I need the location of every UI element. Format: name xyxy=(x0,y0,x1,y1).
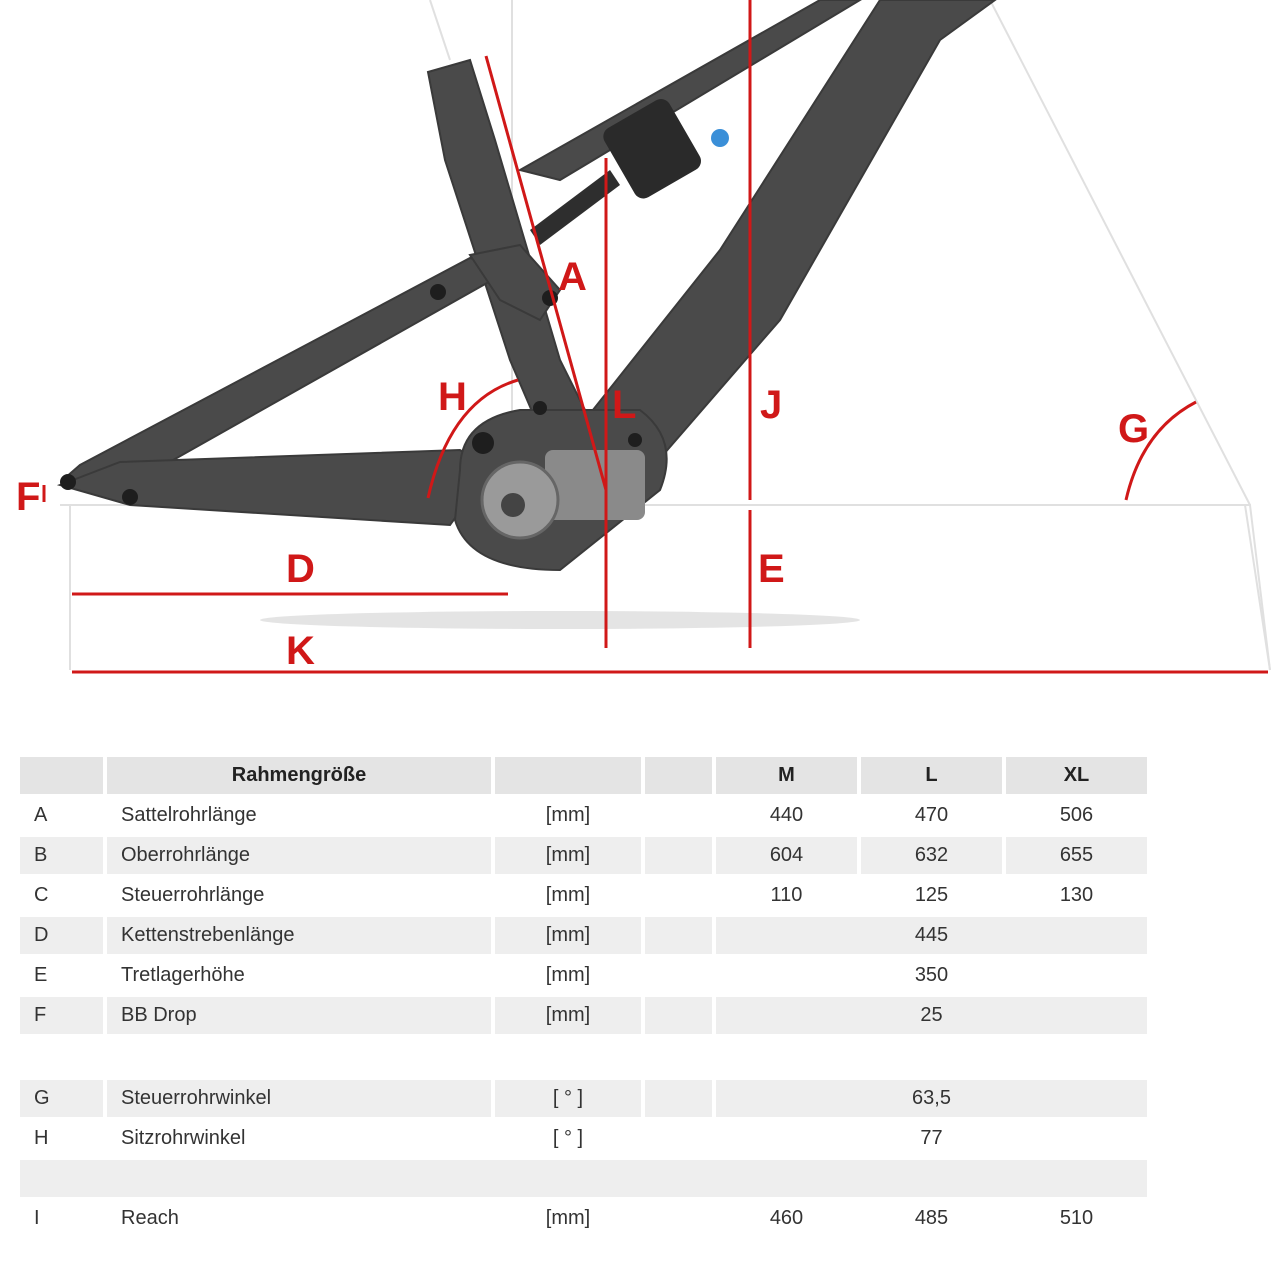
row-blank xyxy=(645,837,712,874)
row-value-all: 445 xyxy=(716,917,1147,954)
row-name: Sitzrohrwinkel xyxy=(121,1127,246,1149)
dim-label-f: F xyxy=(16,475,41,519)
row-blank xyxy=(645,997,712,1034)
row-name: Steuerrohrwinkel xyxy=(107,1080,491,1117)
table-header-row xyxy=(20,757,1147,794)
ground-shadow xyxy=(260,611,860,629)
table-row xyxy=(20,837,1147,874)
table-row xyxy=(20,1200,1147,1237)
row-unit: [mm] xyxy=(495,997,641,1034)
table-row xyxy=(20,917,1147,954)
table-row xyxy=(20,957,1147,994)
dim-label-e: E xyxy=(758,547,785,591)
table-row xyxy=(20,1080,1147,1117)
row-unit: [mm] xyxy=(495,837,641,874)
row-value-all: 350 xyxy=(914,964,949,986)
row-letter: H xyxy=(34,1127,49,1149)
row-value-l: 125 xyxy=(914,884,949,906)
row-unit: [mm] xyxy=(545,884,591,906)
table-row xyxy=(20,997,1147,1034)
shock-knob-icon xyxy=(711,129,729,147)
row-blank xyxy=(645,917,712,954)
row-value-all: 63,5 xyxy=(716,1080,1147,1117)
row-letter: F xyxy=(20,997,103,1034)
row-letter: A xyxy=(34,804,48,826)
row-value-m: 110 xyxy=(770,884,803,906)
dim-label-l: L xyxy=(612,383,637,427)
row-letter: C xyxy=(34,884,49,906)
row-unit: [mm] xyxy=(545,804,591,826)
row-name: Kettenstrebenlänge xyxy=(107,917,491,954)
dim-label-d: D xyxy=(286,547,315,591)
row-value-l: 470 xyxy=(914,804,949,826)
header-size-l: L xyxy=(861,757,1002,794)
row-letter: I xyxy=(34,1207,40,1229)
row-blank xyxy=(645,957,712,994)
dim-label-h: H xyxy=(438,375,467,419)
dim-label-j: J xyxy=(760,383,783,427)
row-name: Sattelrohrlänge xyxy=(121,804,257,826)
header-frame-size: Rahmengröße xyxy=(107,757,491,794)
table-row xyxy=(20,877,1147,914)
header-blank xyxy=(645,757,712,794)
header-letter xyxy=(20,757,103,794)
row-unit: [ ° ] xyxy=(495,1080,641,1117)
header-unit xyxy=(495,757,641,794)
row-value-m: 440 xyxy=(769,804,804,826)
dim-label-a: A xyxy=(558,255,587,299)
row-unit: [ ° ] xyxy=(552,1127,584,1149)
row-name: Oberrohrlänge xyxy=(107,837,491,874)
row-name: BB Drop xyxy=(107,997,491,1034)
row-unit: [mm] xyxy=(545,964,591,986)
dim-label-k: K xyxy=(286,629,315,673)
row-value-l: 632 xyxy=(861,837,1002,874)
row-blank xyxy=(645,1080,712,1117)
header-size-m: M xyxy=(716,757,857,794)
row-value-m: 460 xyxy=(769,1207,804,1229)
row-value-xl: 655 xyxy=(1006,837,1147,874)
table-row xyxy=(20,1120,1147,1157)
row-blank xyxy=(645,877,712,914)
header-size-xl: XL xyxy=(1006,757,1147,794)
row-value-xl: 510 xyxy=(1059,1207,1094,1229)
dim-label-g: G xyxy=(1118,407,1150,451)
row-letter: D xyxy=(20,917,103,954)
table-row xyxy=(20,797,1147,834)
row-value-all: 77 xyxy=(920,1127,943,1149)
geometry-table xyxy=(16,754,1151,1240)
row-name: Reach xyxy=(121,1207,179,1229)
row-value-all: 25 xyxy=(716,997,1147,1034)
row-blank xyxy=(645,797,712,834)
row-letter: G xyxy=(20,1080,103,1117)
row-blank xyxy=(645,1120,712,1157)
row-name: Tretlagerhöhe xyxy=(121,964,245,986)
row-name: Steuerrohrlänge xyxy=(121,884,265,906)
row-blank xyxy=(645,1200,712,1237)
table-spacer-row xyxy=(20,1160,1147,1197)
row-letter: B xyxy=(20,837,103,874)
row-value-m: 604 xyxy=(716,837,857,874)
row-unit: [mm] xyxy=(545,1207,591,1229)
row-unit: [mm] xyxy=(495,917,641,954)
table-gap-row xyxy=(20,1037,1147,1077)
row-letter: E xyxy=(34,964,48,986)
row-value-xl: 130 xyxy=(1059,884,1094,906)
row-value-l: 485 xyxy=(914,1207,949,1229)
row-value-xl: 506 xyxy=(1059,804,1094,826)
